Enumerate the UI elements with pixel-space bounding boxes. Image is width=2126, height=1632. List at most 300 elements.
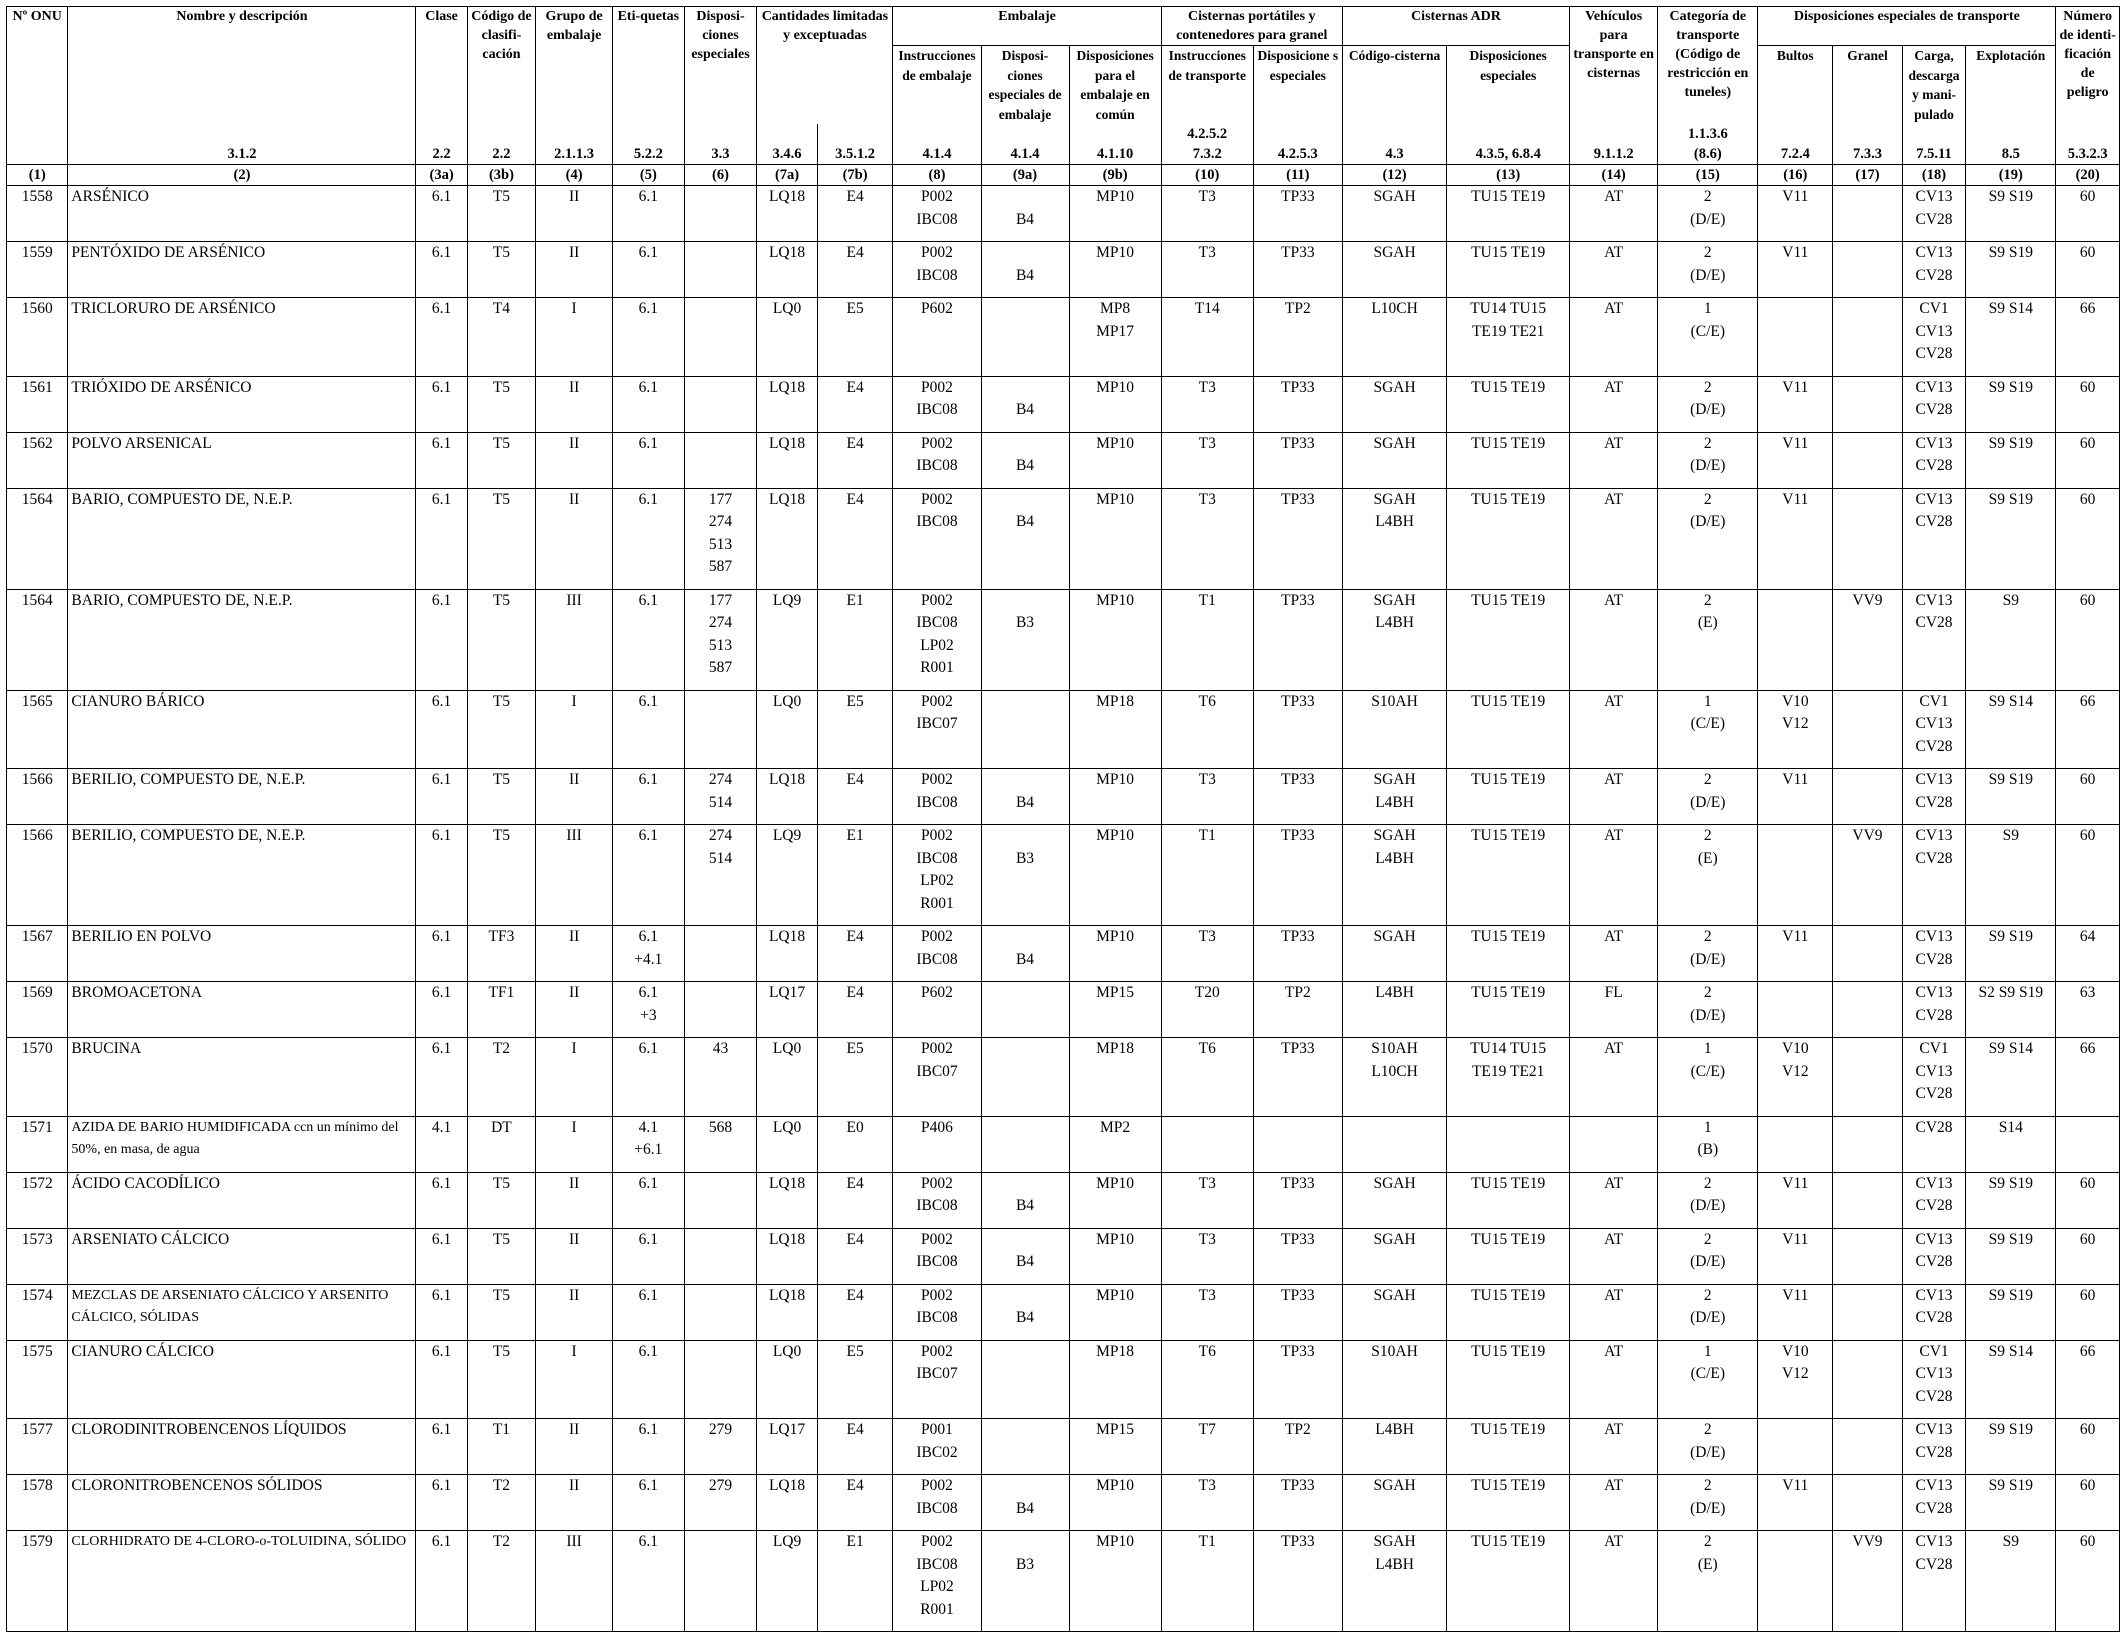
cell-line: E4 <box>846 771 864 788</box>
cell-special-provisions <box>684 1228 757 1284</box>
table-row <box>7 769 2120 825</box>
table-row <box>7 690 2120 769</box>
cell-special-packing <box>981 769 1069 825</box>
cell-line <box>985 926 1066 949</box>
cell-line: TP33 <box>1281 771 1315 788</box>
cell-line <box>985 489 1066 512</box>
cell-line: MP10 <box>1096 490 1135 508</box>
cell-line: TU14 TU15 <box>1470 1040 1547 1057</box>
cell-line: B4 <box>1015 1499 1035 1517</box>
cell-line: (D/E) <box>1690 457 1726 474</box>
cell-bulk <box>1833 982 1903 1038</box>
cell-adr-special-provisions <box>1447 1038 1570 1117</box>
cell-name: CLORONITROBENCENOS SÓLIDOS <box>68 1475 416 1531</box>
cell-line: P002 <box>921 591 953 609</box>
cell-packages <box>1758 1340 1833 1419</box>
cell-line: (E) <box>1697 614 1718 631</box>
cell-line: 6.1 <box>638 1230 659 1248</box>
cell-line: 1570 <box>21 1040 53 1057</box>
cell-limited-qty <box>757 488 817 589</box>
cell-line: (D/E) <box>1690 1309 1726 1326</box>
cell-line: SGAH <box>1373 827 1416 844</box>
cell-operation <box>1966 432 2056 488</box>
cell-line: E4 <box>846 188 864 205</box>
cell-tank-vehicle <box>1570 376 1658 432</box>
cell-special-provisions <box>684 298 757 377</box>
cell-tank-vehicle <box>1570 298 1658 377</box>
cell-line: MP10 <box>1096 827 1135 844</box>
cell-tank-special-provisions <box>1253 242 1342 298</box>
cell-line <box>985 377 1066 400</box>
cell-class <box>416 186 467 242</box>
cell-mixed-packing <box>1069 1172 1161 1228</box>
cell-line: TU15 TE19 <box>1471 1533 1546 1550</box>
cell-tank-vehicle <box>1570 1419 1658 1475</box>
cell-line: T5 <box>492 1230 511 1248</box>
cell-line: IBC08 <box>916 1253 958 1270</box>
cell-line: TP2 <box>1284 984 1311 1001</box>
cell-line: T5 <box>492 490 511 508</box>
cell-line: S10AH <box>1371 1040 1418 1057</box>
cell-loading-handling <box>1902 926 1965 982</box>
cell-line: AT <box>1604 928 1624 945</box>
cell-limited-qty <box>757 1284 817 1340</box>
cell-classification-code <box>467 690 536 769</box>
cell-line: CV28 <box>1915 849 1953 867</box>
cell-tank-code <box>1342 1419 1446 1475</box>
cell-line: CV28 <box>1915 266 1953 284</box>
section-ref-cell <box>1758 124 1833 165</box>
cell-mixed-packing <box>1069 1228 1161 1284</box>
section-ref-cell <box>757 124 817 165</box>
cell-line: 6.1 <box>638 188 659 205</box>
cell-operation <box>1966 825 2056 926</box>
cell-labels <box>613 1284 685 1340</box>
cell-adr-special-provisions <box>1447 769 1570 825</box>
table-row <box>7 1284 2120 1340</box>
cell-adr-special-provisions <box>1447 488 1570 589</box>
cell-line: SGAH <box>1373 1174 1416 1192</box>
cell-line: 1572 <box>21 1174 53 1192</box>
cell-line: AT <box>1604 591 1624 609</box>
header-mixed-packing: Disposiciones para el embalaje en común <box>1069 46 1161 125</box>
header-special-packing: Disposi-ciones especiales de embalaje <box>981 46 1069 125</box>
cell-line: 63 <box>2079 984 2096 1001</box>
cell-packing-instructions <box>893 1228 981 1284</box>
cell-name: TRIÓXIDO DE ARSÉNICO <box>68 376 416 432</box>
cell-line: LQ18 <box>768 928 806 945</box>
cell-operation <box>1966 926 2056 982</box>
cell-transport-instructions <box>1161 825 1253 926</box>
cell-classification-code <box>467 1419 536 1475</box>
cell-tank-code <box>1342 242 1446 298</box>
cell-packages <box>1758 1284 1833 1340</box>
cell-classification-code <box>467 982 536 1038</box>
cell-line: SGAH <box>1373 771 1416 788</box>
cell-special-provisions <box>684 1531 757 1632</box>
cell-limited-qty <box>757 982 817 1038</box>
cell-limited-qty <box>757 186 817 242</box>
cell-line: LQ18 <box>768 1286 806 1304</box>
cell-loading-handling <box>1902 589 1965 690</box>
cell-transport-category <box>1658 1228 1758 1284</box>
cell-line: (D/E) <box>1690 513 1726 530</box>
cell-packing-instructions <box>893 1172 981 1228</box>
cell-line: 6.1 <box>638 1421 659 1438</box>
cell-line: II <box>568 1174 580 1192</box>
cell-line: IBC08 <box>916 1555 958 1573</box>
cell-transport-category <box>1658 1284 1758 1340</box>
cell-line: T2 <box>492 1040 511 1057</box>
cell-line: II <box>568 771 580 788</box>
column-number-cell: (12) <box>1342 165 1446 186</box>
cell-line <box>985 1475 1066 1498</box>
cell-line: 6.1 <box>638 1286 659 1304</box>
cell-transport-instructions <box>1161 242 1253 298</box>
cell-line: 66 <box>2079 692 2096 710</box>
cell-line: (E) <box>1697 849 1718 867</box>
cell-loading-handling <box>1902 982 1965 1038</box>
cell-line: (C/E) <box>1690 1062 1726 1080</box>
cell-labels <box>613 690 685 769</box>
cell-excepted-qty <box>817 488 893 589</box>
cell-line: TP33 <box>1281 434 1315 452</box>
cell-tank-vehicle <box>1570 1531 1658 1632</box>
cell-line: AT <box>1604 1174 1624 1192</box>
cell-line: V11 <box>1782 1286 1809 1304</box>
cell-line: SGAH <box>1373 1230 1416 1248</box>
header-special-provisions: Disposi-ciones especiales <box>684 7 757 125</box>
cell-packages <box>1758 1475 1833 1531</box>
cell-line <box>985 1285 1066 1308</box>
cell-packing-instructions <box>893 1531 981 1632</box>
cell-hazard-id <box>2056 982 2120 1038</box>
section-ref-cell <box>1966 124 2056 165</box>
cell-special-provisions <box>684 825 757 926</box>
cell-line: 6.1 <box>431 490 452 508</box>
cell-packages <box>1758 1116 1833 1172</box>
header-un-number: Nº ONU <box>7 7 68 125</box>
cell-bulk <box>1833 1172 1903 1228</box>
cell-line: 1566 <box>21 827 53 844</box>
cell-excepted-qty <box>817 1475 893 1531</box>
cell-line: AT <box>1604 300 1624 317</box>
cell-mixed-packing <box>1069 1475 1161 1531</box>
cell-tank-special-provisions <box>1253 825 1342 926</box>
cell-line: 66 <box>2079 300 2096 317</box>
cell-transport-category <box>1658 1116 1758 1172</box>
cell-tank-vehicle <box>1570 1284 1658 1340</box>
cell-line: E4 <box>846 490 864 508</box>
cell-limited-qty <box>757 1038 817 1117</box>
cell-packing-instructions <box>893 1475 981 1531</box>
cell-tank-special-provisions <box>1253 376 1342 432</box>
cell-line: MP17 <box>1096 322 1135 340</box>
cell-line: P002 <box>921 1533 953 1550</box>
cell-packing-group <box>536 186 613 242</box>
cell-line: 2.2 <box>432 146 451 162</box>
cell-line: 6.1 <box>431 771 452 788</box>
cell-operation <box>1966 242 2056 298</box>
cell-line: (D/E) <box>1690 266 1726 284</box>
cell-tank-special-provisions <box>1253 432 1342 488</box>
cell-line: 5.3.2.3 <box>2067 146 2108 162</box>
cell-line: AT <box>1604 434 1624 452</box>
cell-tank-special-provisions <box>1253 1284 1342 1340</box>
cell-line <box>985 186 1066 209</box>
section-ref-cell <box>613 124 685 165</box>
cell-operation <box>1966 1116 2056 1172</box>
cell-limited-qty <box>757 825 817 926</box>
cell-limited-qty <box>757 1340 817 1419</box>
cell-name: BERILIO, COMPUESTO DE, N.E.P. <box>68 769 416 825</box>
cell-excepted-qty <box>817 769 893 825</box>
cell-line: 2 <box>1703 434 1712 452</box>
cell-line: T1 <box>1198 1533 1216 1550</box>
cell-labels <box>613 1116 685 1172</box>
cell-bulk <box>1833 488 1903 589</box>
cell-bulk <box>1833 926 1903 982</box>
cell-labels <box>613 825 685 926</box>
cell-line: LQ18 <box>768 244 806 261</box>
cell-name: CLORHIDRATO DE 4-CLORO-o-TOLUIDINA, SÓLIDO <box>68 1531 416 1632</box>
cell-line: IBC07 <box>916 1365 958 1382</box>
cell-packages <box>1758 1419 1833 1475</box>
table-row <box>7 1172 2120 1228</box>
cell-adr-special-provisions <box>1447 432 1570 488</box>
cell-line: T7 <box>1198 1421 1216 1438</box>
cell-name: BERILIO, COMPUESTO DE, N.E.P. <box>68 825 416 926</box>
cell-line: S14 <box>1998 1118 2023 1136</box>
cell-line: S9 S19 <box>1988 434 2033 452</box>
cell-line: P002 <box>921 490 953 508</box>
cell-line: 3.1.2 <box>227 146 257 162</box>
cell-excepted-qty <box>817 1172 893 1228</box>
cell-line: T3 <box>1198 1230 1216 1248</box>
cell-class <box>416 1531 467 1632</box>
adr-table-container <box>6 6 2120 1632</box>
cell-name: CIANURO BÁRICO <box>68 690 416 769</box>
cell-transport-instructions <box>1161 1228 1253 1284</box>
cell-line: CV13 <box>1915 322 1953 340</box>
cell-packing-instructions <box>893 1116 981 1172</box>
cell-tank-vehicle <box>1570 982 1658 1038</box>
cell-transport-instructions <box>1161 1475 1253 1531</box>
cell-limited-qty <box>757 298 817 377</box>
cell-tank-special-provisions <box>1253 298 1342 377</box>
cell-mixed-packing <box>1069 1284 1161 1340</box>
cell-line: CV28 <box>1915 1443 1953 1461</box>
cell-excepted-qty <box>817 1340 893 1419</box>
cell-line: CV13 <box>1915 378 1953 396</box>
cell-line: 6.1 <box>638 984 659 1001</box>
cell-line: V11 <box>1782 434 1809 452</box>
cell-line: AT <box>1604 244 1624 261</box>
cell-line: E4 <box>846 1286 864 1304</box>
cell-classification-code <box>467 1116 536 1172</box>
cell-line: 7.3.3 <box>1852 146 1882 162</box>
cell-line: SGAH <box>1373 188 1416 205</box>
cell-mixed-packing <box>1069 186 1161 242</box>
cell-operation <box>1966 1284 2056 1340</box>
cell-un-number <box>7 690 68 769</box>
cell-bulk <box>1833 186 1903 242</box>
cell-mixed-packing <box>1069 589 1161 690</box>
cell-adr-special-provisions <box>1447 1475 1570 1531</box>
cell-line: P002 <box>921 244 953 261</box>
cell-line: MP15 <box>1096 1421 1135 1438</box>
header-adr-tanks-group: Cisternas ADR <box>1342 7 1569 46</box>
column-number-cell: (7a) <box>757 165 817 186</box>
cell-line: TP33 <box>1281 188 1315 205</box>
cell-line: (E) <box>1697 1555 1718 1573</box>
cell-excepted-qty <box>817 926 893 982</box>
cell-line: B4 <box>1015 950 1035 968</box>
cell-packing-instructions <box>893 825 981 926</box>
cell-transport-category <box>1658 982 1758 1038</box>
cell-transport-category <box>1658 1340 1758 1419</box>
cell-hazard-id <box>2056 1419 2120 1475</box>
cell-line: 568 <box>708 1118 733 1136</box>
cell-line: LQ18 <box>768 771 806 788</box>
cell-line: CV28 <box>1915 1387 1953 1405</box>
header-packing-group: Grupo de embalaje <box>536 7 613 125</box>
cell-line: 1558 <box>21 188 53 205</box>
cell-line: R001 <box>920 1600 954 1618</box>
cell-line: IBC08 <box>916 210 958 228</box>
cell-limited-qty <box>757 1172 817 1228</box>
cell-line: T1 <box>492 1421 511 1438</box>
cell-line: LQ9 <box>772 591 802 609</box>
cell-tank-special-provisions <box>1253 1172 1342 1228</box>
cell-line: SGAH <box>1373 1477 1416 1494</box>
cell-class <box>416 589 467 690</box>
cell-packing-group <box>536 1116 613 1172</box>
cell-special-packing <box>981 1284 1069 1340</box>
cell-loading-handling <box>1902 1284 1965 1340</box>
cell-line: AT <box>1604 188 1624 205</box>
cell-line: MP10 <box>1096 1174 1135 1192</box>
cell-line: 6.1 <box>638 692 659 710</box>
cell-special-packing <box>981 825 1069 926</box>
cell-line: T3 <box>1198 188 1216 205</box>
table-row <box>7 298 2120 377</box>
cell-line: 60 <box>2079 1421 2096 1438</box>
cell-classification-code <box>467 589 536 690</box>
cell-operation <box>1966 1038 2056 1117</box>
cell-line <box>985 1531 1066 1554</box>
cell-line: E1 <box>846 1533 864 1550</box>
cell-line: 5.2.2 <box>633 146 663 162</box>
cell-excepted-qty <box>817 690 893 769</box>
cell-line: E4 <box>846 378 864 396</box>
cell-line: 60 <box>2079 1286 2096 1304</box>
cell-special-provisions <box>684 242 757 298</box>
cell-line: L10CH <box>1371 1062 1418 1080</box>
cell-line: V10 <box>1781 692 1809 710</box>
cell-classification-code <box>467 186 536 242</box>
cell-line: 4.1 <box>431 1118 452 1136</box>
cell-special-provisions <box>684 769 757 825</box>
cell-line: S9 S19 <box>1988 188 2033 205</box>
cell-adr-special-provisions <box>1447 926 1570 982</box>
cell-tank-code <box>1342 1172 1446 1228</box>
cell-line: IBC07 <box>916 715 958 732</box>
cell-line: 1573 <box>21 1230 53 1248</box>
cell-adr-special-provisions <box>1447 186 1570 242</box>
cell-special-provisions <box>684 186 757 242</box>
cell-tank-vehicle <box>1570 1116 1658 1172</box>
cell-hazard-id <box>2056 1531 2120 1632</box>
cell-transport-instructions <box>1161 1284 1253 1340</box>
cell-special-provisions <box>684 982 757 1038</box>
cell-line: S9 S14 <box>1988 1342 2033 1360</box>
cell-line: V11 <box>1782 244 1809 261</box>
cell-line: E5 <box>846 692 864 710</box>
cell-excepted-qty <box>817 982 893 1038</box>
cell-tank-vehicle <box>1570 1340 1658 1419</box>
cell-line: S9 S14 <box>1988 692 2033 710</box>
cell-line: T6 <box>1198 1342 1216 1360</box>
cell-line: 6.1 <box>431 928 452 945</box>
cell-loading-handling <box>1902 242 1965 298</box>
cell-line: V10 <box>1781 1342 1809 1360</box>
cell-transport-instructions <box>1161 1419 1253 1475</box>
cell-tank-code <box>1342 769 1446 825</box>
cell-line: MP10 <box>1096 244 1135 261</box>
cell-mixed-packing <box>1069 242 1161 298</box>
cell-tank-vehicle <box>1570 825 1658 926</box>
cell-packing-instructions <box>893 1340 981 1419</box>
cell-packages <box>1758 926 1833 982</box>
cell-line: IBC07 <box>916 1062 958 1080</box>
cell-special-provisions <box>684 488 757 589</box>
cell-operation <box>1966 690 2056 769</box>
cell-name: CLORODINITROBENCENOS LÍQUIDOS <box>68 1419 416 1475</box>
header-transport-instructions: Instrucciones de transporte <box>1161 46 1253 125</box>
cell-tank-special-provisions <box>1253 1116 1342 1172</box>
cell-line: 64 <box>2079 928 2096 945</box>
column-number-cell: (8) <box>893 165 981 186</box>
cell-labels <box>613 1419 685 1475</box>
cell-packing-group <box>536 1475 613 1531</box>
cell-packing-instructions <box>893 982 981 1038</box>
cell-tank-vehicle <box>1570 769 1658 825</box>
cell-line: 587 <box>708 659 733 676</box>
cell-transport-instructions <box>1161 926 1253 982</box>
cell-line: SGAH <box>1373 1286 1416 1304</box>
cell-line: II <box>568 1477 580 1494</box>
cell-line: II <box>568 244 580 261</box>
cell-line: AT <box>1604 1286 1624 1304</box>
cell-packing-instructions <box>893 488 981 589</box>
cell-line: P002 <box>921 692 953 710</box>
column-number-cell: (17) <box>1833 165 1903 186</box>
cell-packages <box>1758 186 1833 242</box>
cell-line: L4BH <box>1375 984 1414 1001</box>
cell-line: 6.1 <box>431 692 452 710</box>
cell-line: 2 <box>1703 1174 1712 1192</box>
cell-line: 4.3.5, 6.8.4 <box>1475 146 1541 162</box>
cell-hazard-id <box>2056 769 2120 825</box>
cell-line: 60 <box>2079 1477 2096 1494</box>
cell-mixed-packing <box>1069 690 1161 769</box>
column-number-cell: (19) <box>1966 165 2056 186</box>
cell-line: L4BH <box>1375 1421 1414 1438</box>
cell-tank-special-provisions <box>1253 690 1342 769</box>
cell-line: CV28 <box>1915 614 1953 631</box>
cell-un-number <box>7 825 68 926</box>
